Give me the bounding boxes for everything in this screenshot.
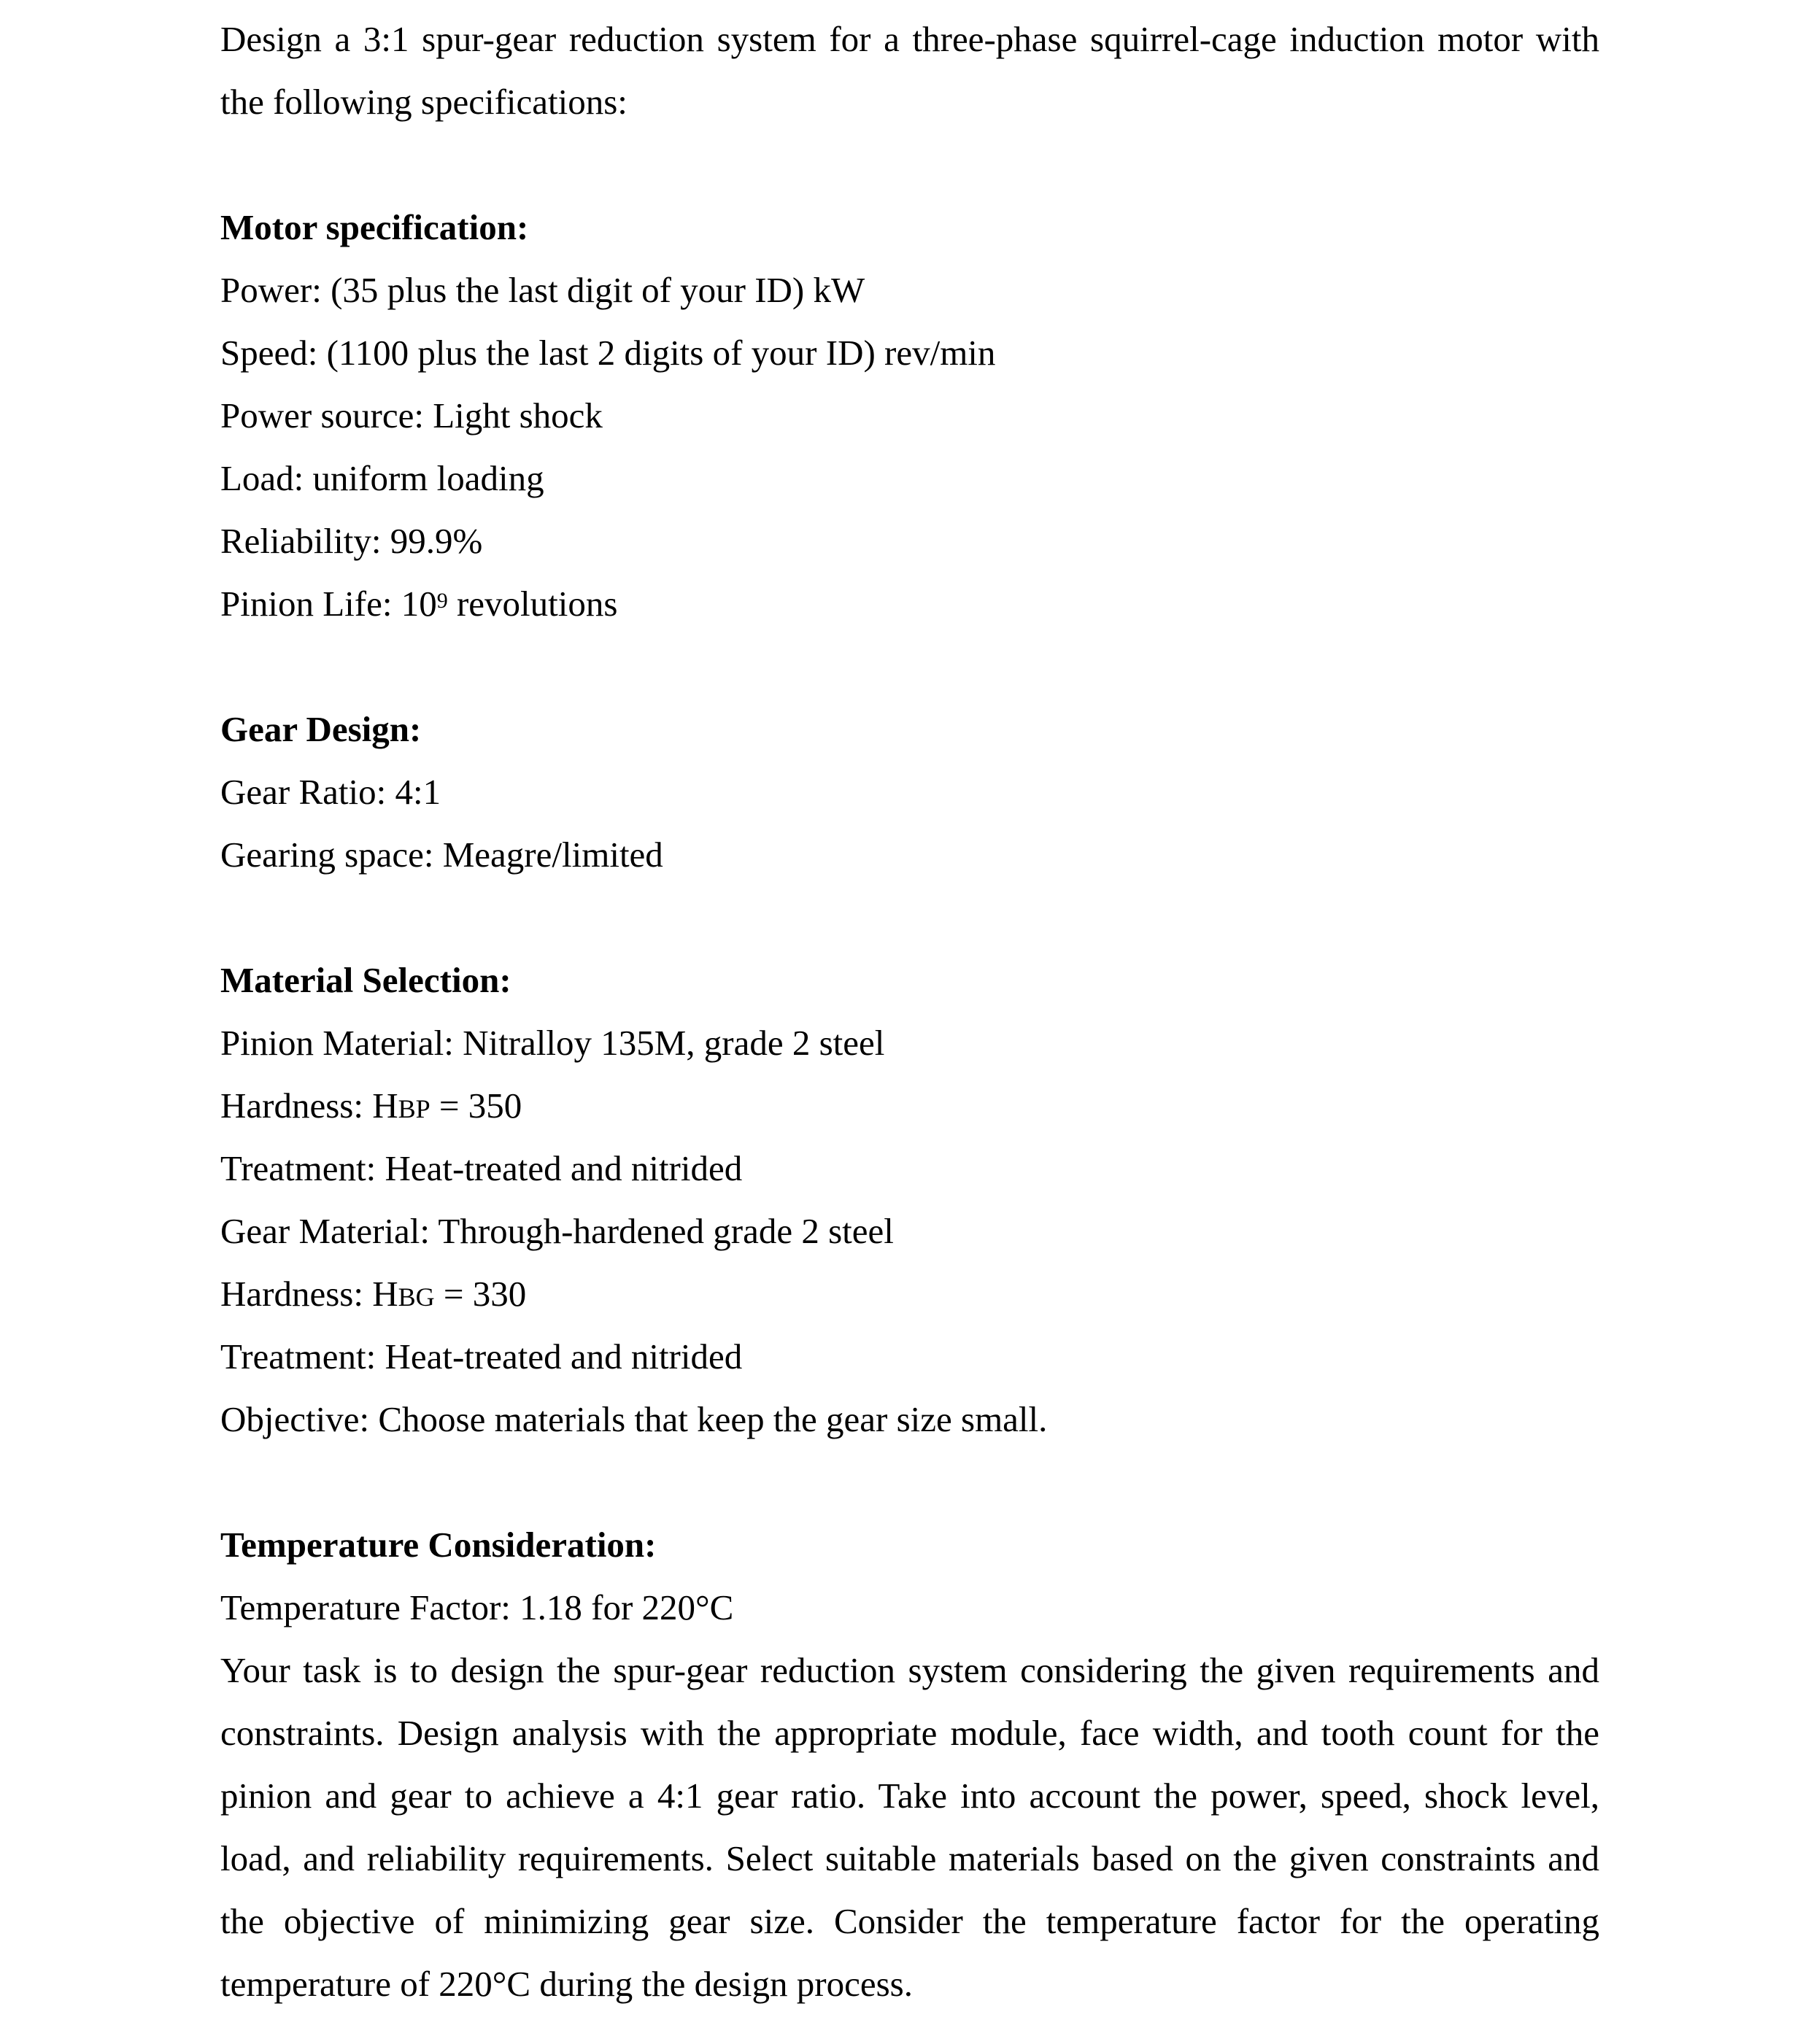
pinion-hardness-prefix: Hardness: H <box>220 1085 398 1126</box>
pinion-life-exponent: 9 <box>436 589 448 613</box>
motor-pinion-life <box>220 582 617 626</box>
motor-power: Power: (35 plus the last digit of your ID) kW <box>220 270 865 310</box>
motor-load: Load: uniform loading <box>220 458 544 498</box>
intro-line-1: Design a 3:1 spur-gear reduction system for a three-phase squirrel-cage induction motor with <box>220 19 1599 59</box>
gear-hardness <box>220 1272 526 1319</box>
gear-hardness-value: = 330 <box>434 1274 527 1314</box>
gear-ratio: Gear Ratio: 4:1 <box>220 772 441 812</box>
pinion-life-suffix: revolutions <box>447 584 618 624</box>
task-paragraph-line-6: temperature of 220°C during the design process. <box>220 1964 913 2004</box>
motor-reliability: Reliability: 99.9% <box>220 521 483 561</box>
task-paragraph-line-3: pinion and gear to achieve a 4:1 gear ratio. Take into account the power, speed, shock level, <box>220 1776 1599 1816</box>
material-objective: Objective: Choose materials that keep the gear size small. <box>220 1399 1048 1439</box>
task-paragraph-line-2: constraints. Design analysis with the appropriate module, face width, and tooth count for the <box>220 1713 1599 1753</box>
gear-treatment: Treatment: Heat-treated and nitrided <box>220 1336 743 1377</box>
pinion-hardness <box>220 1084 522 1131</box>
pinion-hardness-value: = 350 <box>430 1085 522 1126</box>
intro-line-2: the following specifications: <box>220 82 628 122</box>
gear-hardness-prefix: Hardness: H <box>220 1274 398 1314</box>
gear-hardness-subscript: BG <box>398 1282 435 1312</box>
pinion-life-prefix: Pinion Life: 10 <box>220 584 437 624</box>
gearing-space: Gearing space: Meagre/limited <box>220 835 663 875</box>
temperature-heading: Temperature Consideration: <box>220 1525 657 1565</box>
motor-power-source: Power source: Light shock <box>220 395 603 435</box>
gear-material: Gear Material: Through-hardened grade 2 steel <box>220 1211 894 1251</box>
task-paragraph-line-1: Your task is to design the spur-gear reduction system considering the given requirements and <box>220 1650 1599 1690</box>
motor-heading: Motor specification: <box>220 207 529 247</box>
motor-speed: Speed: (1100 plus the last 2 digits of your ID) rev/min <box>220 333 996 373</box>
material-heading: Material Selection: <box>220 960 511 1000</box>
temperature-factor: Temperature Factor: 1.18 for 220°C <box>220 1587 734 1627</box>
task-paragraph-line-4: load, and reliability requirements. Select suitable materials based on the given constraints and <box>220 1838 1599 1878</box>
task-paragraph-line-5: the objective of minimizing gear size. Consider the temperature factor for the operating <box>220 1901 1599 1941</box>
pinion-treatment: Treatment: Heat-treated and nitrided <box>220 1148 743 1188</box>
pinion-material: Pinion Material: Nitralloy 135M, grade 2 steel <box>220 1023 885 1063</box>
gear-design-heading: Gear Design: <box>220 709 422 749</box>
pinion-hardness-subscript: BP <box>398 1094 430 1123</box>
